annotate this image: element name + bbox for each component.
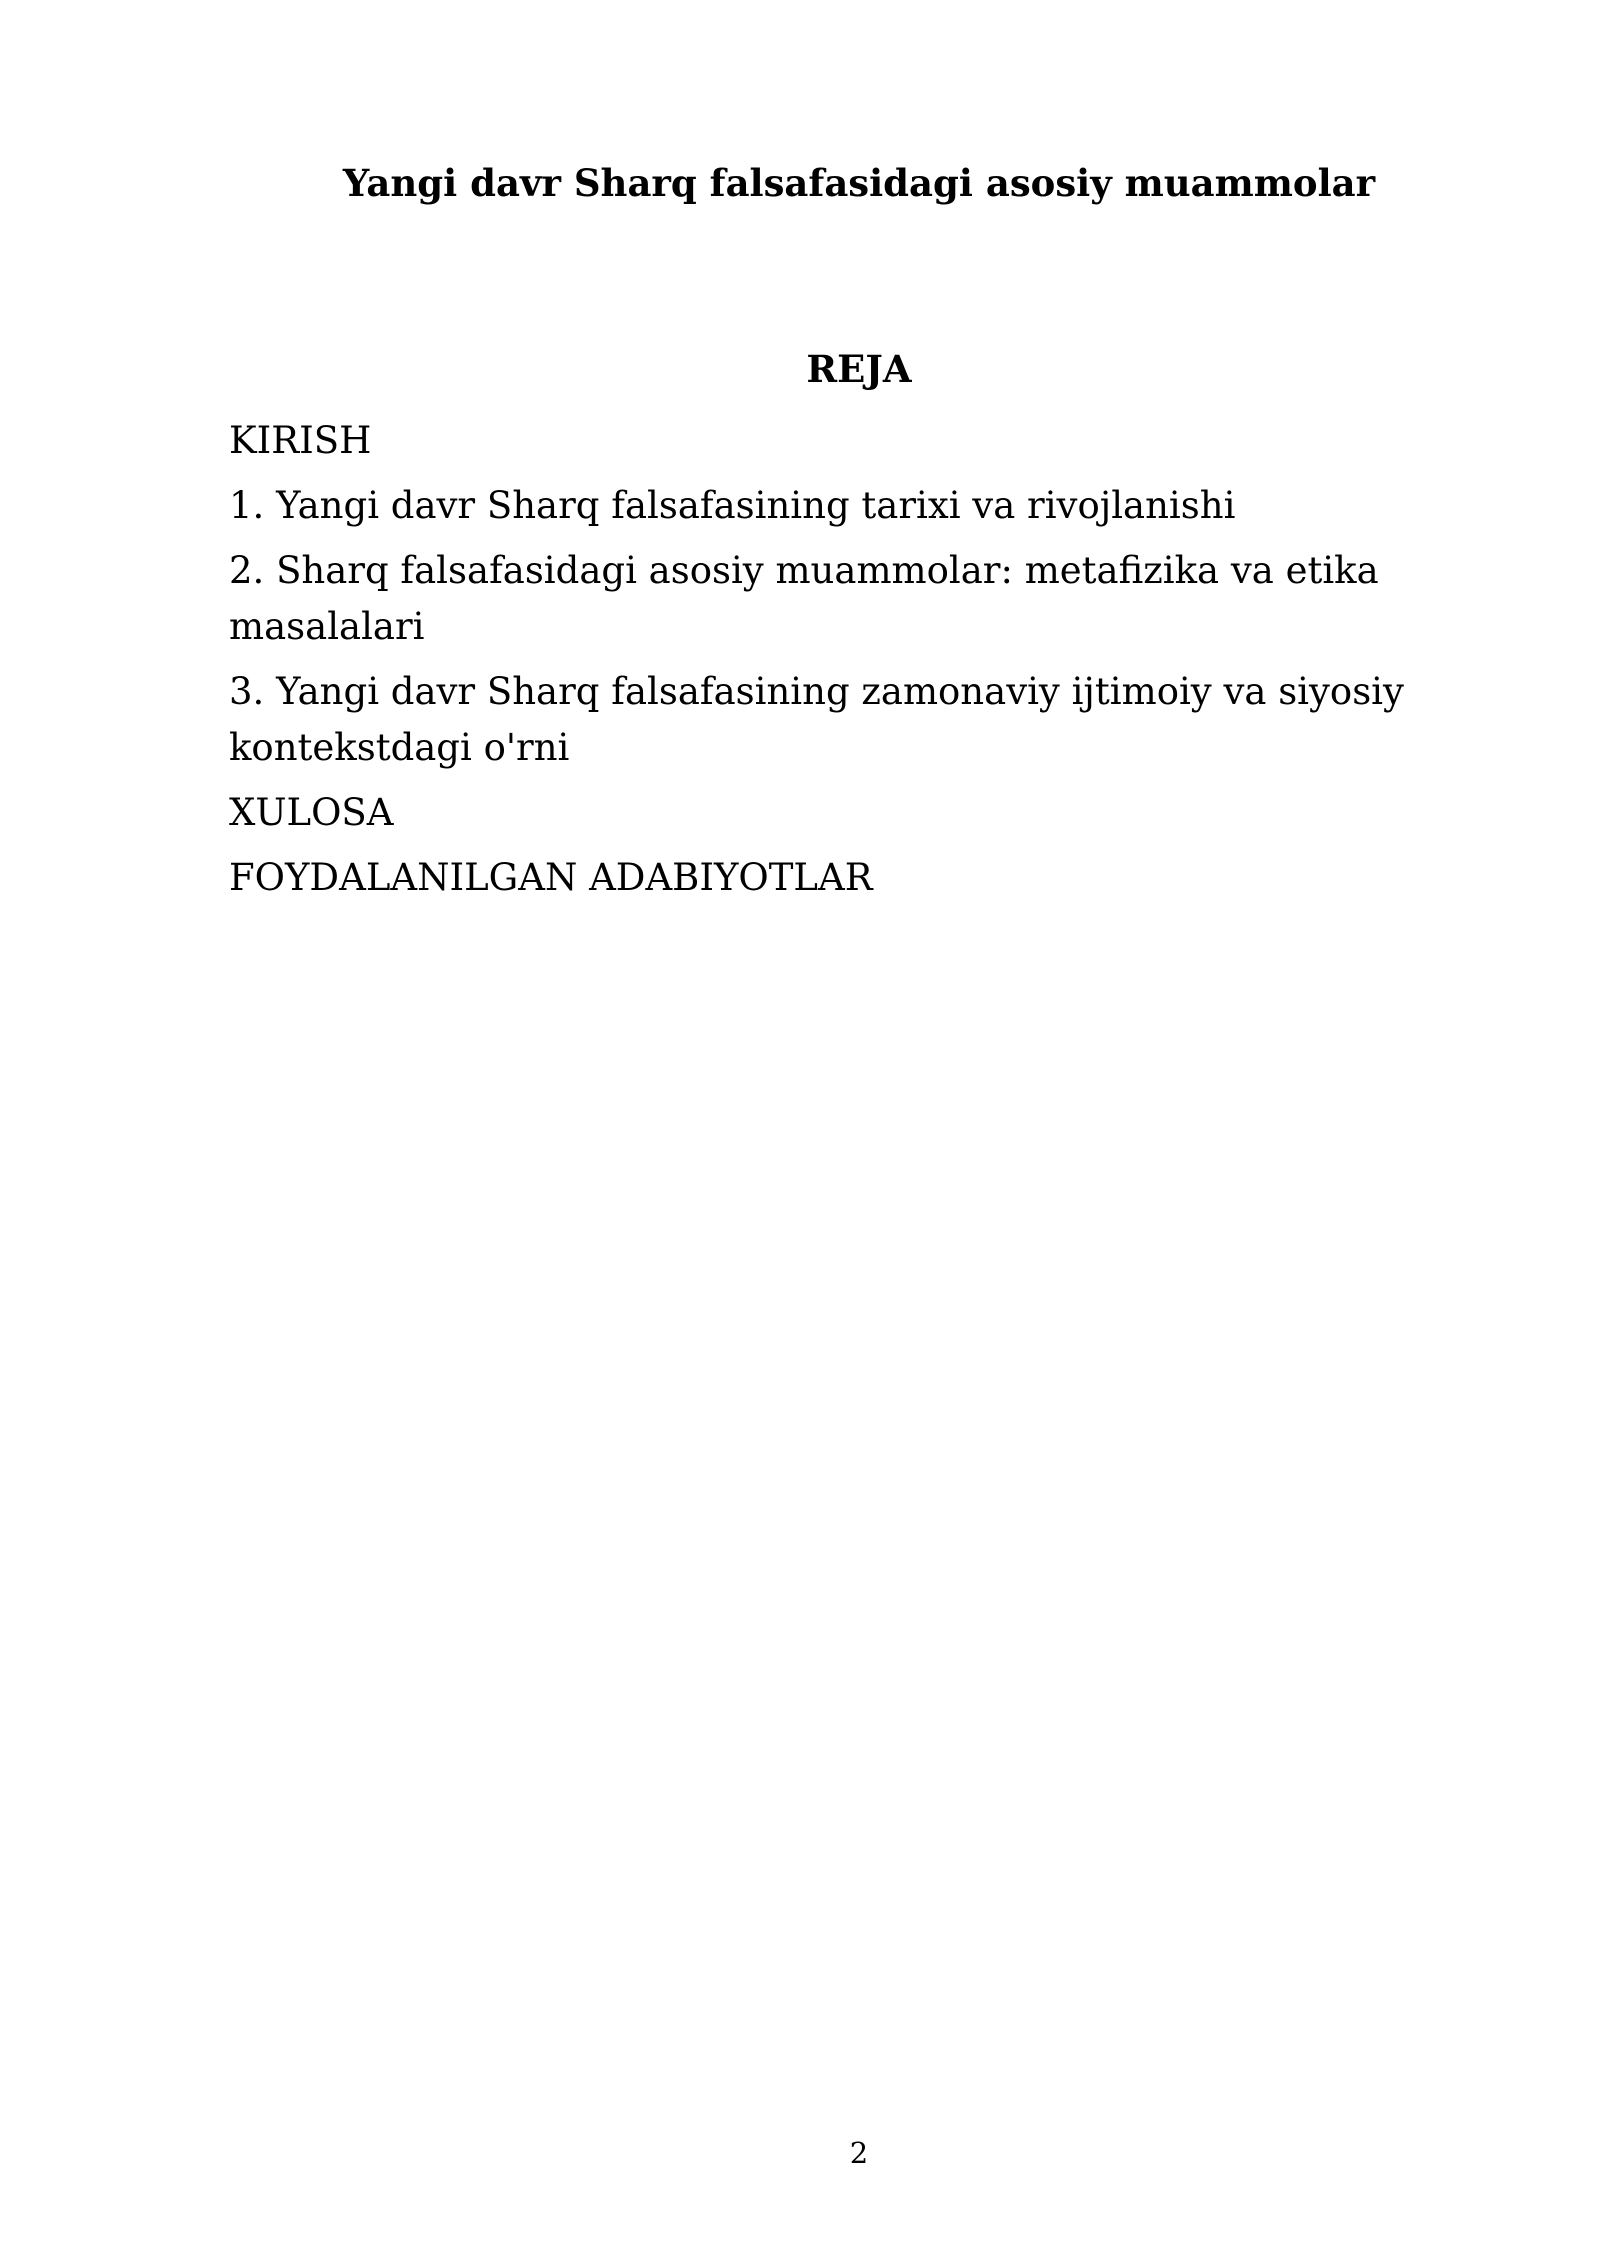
plan-item-section-2: 2. Sharq falsafasidagi asosiy muammolar: metafizika va etika masalalari	[229, 549, 1379, 648]
plan-heading: REJA	[806, 347, 912, 391]
plan-item-section-3: 3. Yangi davr Sharq falsafasining zamonaviy ijtimoiy va siyosiy kontekstdagi o'rni	[229, 670, 1404, 769]
document-title: Yangi davr Sharq falsafasidagi asosiy muammolar	[342, 161, 1376, 205]
plan-item-references: FOYDALANILGAN ADABIYOTLAR	[229, 856, 873, 899]
plan-item-section-1: 1. Yangi davr Sharq falsafasining tarixi va rivojlanishi	[229, 484, 1236, 527]
plan-list	[229, 413, 1449, 915]
plan-item-introduction: KIRISH	[229, 419, 372, 462]
plan-item-conclusion: XULOSA	[229, 791, 394, 834]
page-number: 2	[849, 2136, 869, 2170]
